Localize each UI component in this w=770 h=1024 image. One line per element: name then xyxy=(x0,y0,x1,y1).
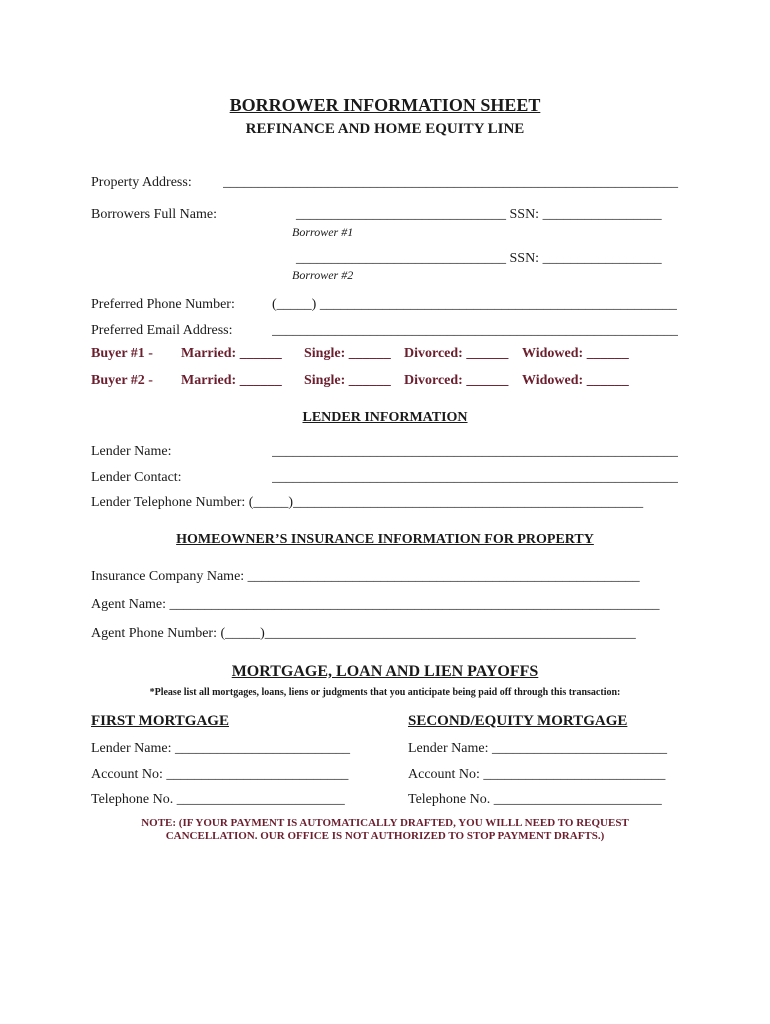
buyer1-married-field[interactable]: Married: ______ xyxy=(181,346,282,361)
lender-name-label: Lender Name: xyxy=(91,444,172,459)
payoffs-section-heading: MORTGAGE, LOAN AND LIEN PAYOFFS xyxy=(231,663,539,680)
lender-name-field[interactable]: __________________________________________________________ xyxy=(272,445,678,459)
borrowers-full-name-label: Borrowers Full Name: xyxy=(91,207,217,222)
borrower2-caption: Borrower #2 xyxy=(292,268,354,282)
first-mortgage-telephone-field[interactable]: Telephone No. ________________________ xyxy=(91,793,345,807)
preferred-email-field[interactable]: __________________________________________________________ xyxy=(272,324,678,338)
second-mortgage-lender-field[interactable]: Lender Name: _________________________ xyxy=(408,742,667,756)
lender-section-heading: LENDER INFORMATION xyxy=(302,410,468,425)
property-address-label: Property Address: xyxy=(91,175,192,190)
agent-phone-field[interactable]: Agent Phone Number: (_____)_____________________________________________________ xyxy=(91,627,636,641)
buyer2-label: Buyer #2 - xyxy=(91,373,153,388)
first-mortgage-lender-field[interactable]: Lender Name: _________________________ xyxy=(91,742,350,756)
borrower2-name-ssn-field[interactable]: ______________________________ SSN: _________________ xyxy=(296,251,662,266)
buyer2-divorced-field[interactable]: Divorced: ______ xyxy=(404,373,509,388)
buyer1-single-field[interactable]: Single: ______ xyxy=(304,346,391,361)
preferred-phone-label: Preferred Phone Number: xyxy=(91,297,235,312)
payment-note-line1: NOTE: (IF YOUR PAYMENT IS AUTOMATICALLY DRAFTED, YOU WILLL NEED TO REQUEST xyxy=(141,817,629,829)
lender-telephone-field[interactable]: Lender Telephone Number: (_____)__________________________________________________ xyxy=(91,496,644,510)
insurance-company-field[interactable]: Insurance Company Name: ________________________________________________________ xyxy=(91,570,640,584)
second-mortgage-telephone-field[interactable]: Telephone No. ________________________ xyxy=(408,793,662,807)
lender-contact-field[interactable]: __________________________________________________________ xyxy=(272,471,678,485)
preferred-phone-field[interactable]: (_____) ___________________________________________________ xyxy=(272,298,677,312)
buyer1-divorced-field[interactable]: Divorced: ______ xyxy=(404,346,509,361)
buyer1-widowed-field[interactable]: Widowed: ______ xyxy=(522,346,629,361)
page-title: BORROWER INFORMATION SHEET xyxy=(229,95,541,115)
agent-name-field[interactable]: Agent Name: ______________________________________________________________________ xyxy=(91,598,660,612)
second-mortgage-heading: SECOND/EQUITY MORTGAGE xyxy=(408,713,628,729)
first-mortgage-heading: FIRST MORTGAGE xyxy=(91,713,229,729)
page-subtitle: REFINANCE AND HOME EQUITY LINE xyxy=(245,121,525,137)
borrower1-caption: Borrower #1 xyxy=(292,225,354,239)
buyer2-married-field[interactable]: Married: ______ xyxy=(181,373,282,388)
first-mortgage-account-field[interactable]: Account No: __________________________ xyxy=(91,768,349,782)
buyer2-widowed-field[interactable]: Widowed: ______ xyxy=(522,373,629,388)
borrower1-name-ssn-field[interactable]: ______________________________ SSN: _________________ xyxy=(296,207,662,222)
payment-note-line2: CANCELLATION. OUR OFFICE IS NOT AUTHORIZED TO STOP PAYMENT DRAFTS.) xyxy=(165,830,605,842)
payoffs-instruction: *Please list all mortgages, loans, liens or judgments that you anticipate being paid off through this transaction: xyxy=(149,687,621,698)
lender-contact-label: Lender Contact: xyxy=(91,470,182,485)
preferred-email-label: Preferred Email Address: xyxy=(91,323,233,338)
second-mortgage-account-field[interactable]: Account No: __________________________ xyxy=(408,768,666,782)
property-address-field[interactable]: _________________________________________________________________ xyxy=(223,176,678,190)
insurance-section-heading: HOMEOWNER’S INSURANCE INFORMATION FOR PROPERTY xyxy=(176,532,594,547)
buyer1-label: Buyer #1 - xyxy=(91,346,153,361)
buyer2-single-field[interactable]: Single: ______ xyxy=(304,373,391,388)
